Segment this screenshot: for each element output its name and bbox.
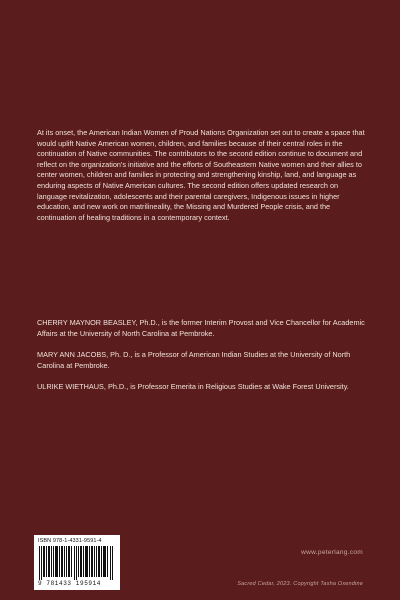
description-paragraph: At its onset, the American Indian Women of Proud Nations Organization set out to create a space that would uplift Native American women, children, and families because of their central roles in the continuation of Native communities. The contributors to the second edition continue to document and reflect on the organization's initiative and the efforts of Southeastern Native women and their allies to center women, children and families in protecting and strengthening kinship, land, and language as enduring aspects of Native American cultures. The second edition offers updated research on language revitalization, adolescents and their parental caregivers, Indigenous issues in higher education, and new work on matrilineality, the Missing and Murdered People crisis, and the continuation of healing traditions in a contemporary context. <box>37 128 365 222</box>
editor-bios <box>37 318 367 404</box>
publisher-url: www.peterlang.com <box>301 549 363 556</box>
isbn-barcode-box <box>34 535 120 590</box>
book-description <box>37 128 367 223</box>
barcode-digits: 9 781433 195914 <box>38 580 102 587</box>
editor-bio-beasley: CHERRY MAYNOR BEASLEY, Ph.D., is the former Interim Provost and Vice Chancellor for Academic Affairs at the University of North Carolina at Pembroke. <box>37 318 365 338</box>
isbn-label: ISBN 978-1-4331-9591-4 <box>38 538 102 544</box>
editor-bio-jacobs: MARY ANN JACOBS, Ph. D., is a Professor of American Indian Studies at the University of North Carolina at Pembroke. <box>37 350 351 370</box>
editor-bio-wiethaus: ULRIKE WIETHAUS, Ph.D., is Professor Emerita in Religious Studies at Wake Forest University. <box>37 382 349 392</box>
barcode-icon <box>38 546 116 580</box>
cover-art-credit: Sacred Cedar, 2023. Copyright Tasha Oxendine <box>237 581 363 587</box>
